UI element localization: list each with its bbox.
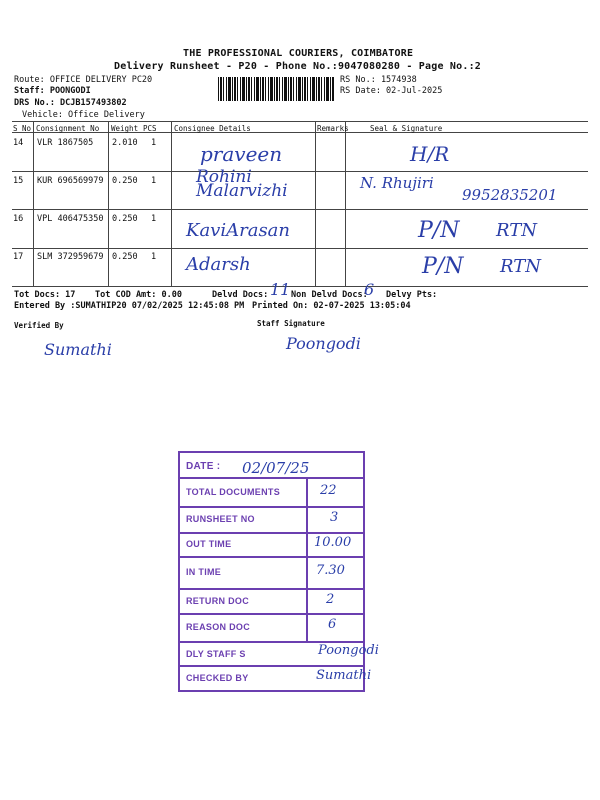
row-weight: 0.250: [112, 176, 138, 186]
col-consignee: Consignee Details: [174, 124, 251, 133]
rs-no: RS No.: 1574938: [340, 75, 417, 85]
row-seal: P/N: [418, 218, 460, 243]
row-sno: 17: [13, 252, 24, 262]
stamp-value: 10.00: [314, 535, 352, 550]
row-pcs: 1: [151, 138, 157, 148]
row-sno: 16: [13, 214, 24, 224]
non-delvd-docs-value: 6: [364, 280, 375, 299]
stamp-value: Poongodi: [318, 643, 379, 658]
row-sno: 14: [13, 138, 24, 148]
row-pcs: 1: [151, 176, 157, 186]
row-consignment: VPL 406475350: [37, 214, 104, 224]
office-stamp: [178, 451, 379, 692]
staff: Staff: POONGODI: [14, 86, 91, 96]
entered-by: Entered By :SUMATHIP20 07/02/2025 12:45:08 PM: [14, 301, 245, 311]
stamp-label: DLY STAFF S: [186, 649, 246, 659]
row-sno: 15: [13, 176, 24, 186]
drs-no: DRS No.: DCJB157493802: [14, 98, 127, 108]
stamp-value: Sumathi: [316, 668, 372, 683]
staff-signature: Poongodi: [286, 334, 361, 353]
delvd-docs-value: 11: [270, 280, 291, 299]
row-phone: 9952835201: [462, 186, 558, 204]
row-consignee: Rohini Malarvizhi: [196, 167, 288, 201]
route: Route: OFFICE DELIVERY PC20: [14, 75, 153, 85]
stamp-value: 2: [326, 592, 335, 607]
row-seal: N. Rhujiri: [360, 174, 434, 192]
stamp-value: 22: [320, 483, 337, 498]
printed-on: Printed On: 02-07-2025 13:05:04: [252, 301, 411, 311]
verified-signature: Sumathi: [44, 340, 112, 359]
stamp-label: CHECKED BY: [186, 673, 249, 683]
col-sno: S No: [13, 124, 32, 133]
staff-signature-label: Staff Signature: [257, 319, 325, 328]
stamp-label: TOTAL DOCUMENTS: [186, 487, 280, 497]
row-weight: 0.250: [112, 252, 138, 262]
stamp-date-value: 02/07/25: [242, 459, 310, 477]
row-status: RTN: [500, 256, 541, 277]
row-seal: P/N: [422, 254, 464, 279]
row-seal: H/R: [410, 142, 450, 166]
row-pcs: 1: [151, 252, 157, 262]
col-consignment: Consignment No: [36, 124, 100, 133]
row-consignment: KUR 696569979: [37, 176, 104, 186]
stamp-label: RUNSHEET NO: [186, 514, 255, 524]
col-weight: Weight: [111, 124, 139, 133]
stamp-value: 3: [330, 510, 339, 525]
row-pcs: 1: [151, 214, 157, 224]
col-pcs: PCS: [143, 124, 157, 133]
row-consignment: SLM 372959679: [37, 252, 104, 262]
stamp-label: OUT TIME: [186, 539, 232, 549]
col-remarks: Remarks: [317, 124, 349, 133]
vehicle: Vehicle: Office Delivery: [22, 110, 145, 120]
tot-cod: Tot COD Amt: 0.00: [95, 290, 182, 300]
stamp-date-label: DATE :: [186, 461, 221, 472]
row-consignment: VLR 1867505: [37, 138, 94, 148]
delvy-pts: Delvy Pts:: [386, 290, 438, 300]
tot-docs: Tot Docs: 17: [14, 290, 76, 300]
row-consignee: praveen: [200, 142, 283, 166]
barcode: [218, 77, 334, 101]
verified-by-label: Verified By: [14, 321, 64, 330]
row-weight: 0.250: [112, 214, 138, 224]
delvd-docs-label: Delvd Docs:: [212, 290, 269, 300]
runsheet-subtitle: Delivery Runsheet - P20 - Phone No.:9047080280 - Page No.:2: [114, 61, 482, 72]
stamp-label: IN TIME: [186, 567, 222, 577]
stamp-label: REASON DOC: [186, 622, 251, 632]
row-status: RTN: [496, 220, 537, 241]
col-seal: Seal & Signature: [370, 124, 443, 133]
non-delvd-docs-label: Non Delvd Docs:: [291, 290, 368, 300]
stamp-label: RETURN DOC: [186, 596, 249, 606]
stamp-value: 6: [328, 617, 337, 632]
row-consignee: Adarsh: [186, 254, 251, 275]
rs-date: RS Date: 02-Jul-2025: [340, 86, 443, 96]
company-title: THE PROFESSIONAL COURIERS, COIMBATORE: [183, 48, 414, 59]
row-consignee: KaviArasan: [186, 220, 291, 241]
row-weight: 2.010: [112, 138, 138, 148]
stamp-value: 7.30: [316, 563, 345, 578]
